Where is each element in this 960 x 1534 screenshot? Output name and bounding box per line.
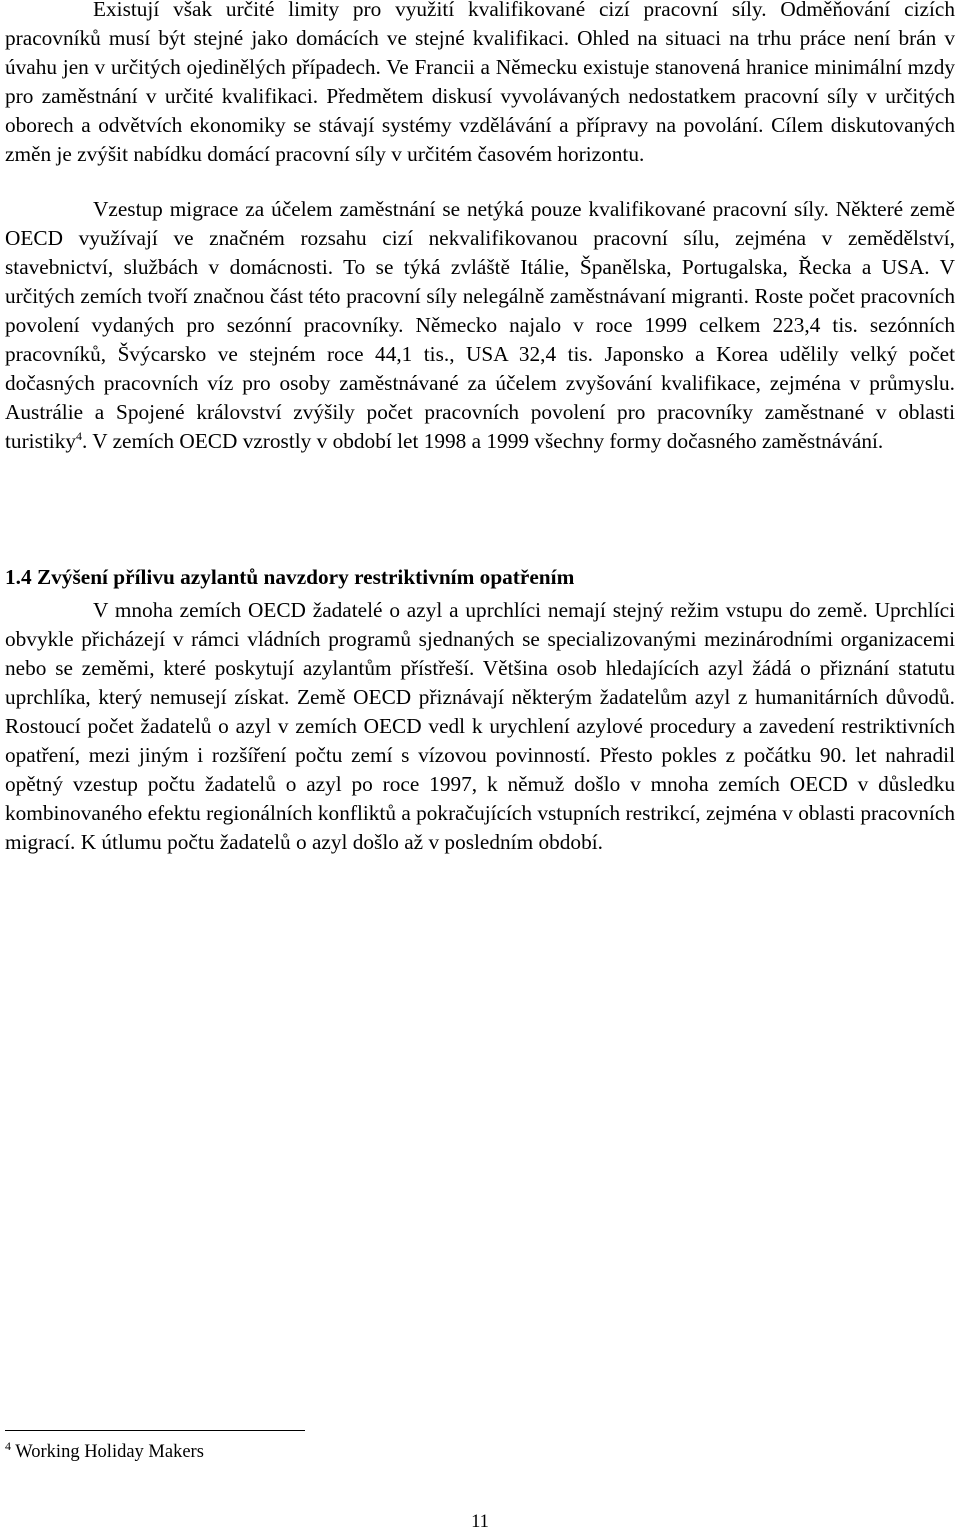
paragraph-text: . V zemích OECD vzrostly v období let 1998 a 1999 všechny formy dočasného zaměstnávání. bbox=[82, 429, 884, 453]
section-heading: 1.4 Zvýšení přílivu azylantů navzdory restriktivním opatřením bbox=[5, 565, 575, 589]
paragraph-qualified-labor-limits: Existují však určité limity pro využití kvalifikované cizí pracovní síly. Odměňování cizích pracovníků musí být stejné jako domácích ve stejné kvalifikaci. Ohled na situaci na trhu práce není brán v úvahu jen v určitých ojedinělých případech. Ve Francii a Německu existuje stanovená hranice minimální mzdy pro zaměstnání v určité kvalifikaci. Předmětem diskusí vyvolávaných nedostatkem pracovní síly v určitých oborech a odvětvích ekonomiky se stávají systémy vzdělávání a přípravy na povolání. Cílem diskutovaných změn je zvýšit nabídku domácí pracovní síly v určitém časovém horizontu. bbox=[5, 0, 955, 166]
footnote-reference[interactable]: 4 bbox=[76, 428, 82, 443]
footnote-number: 4 bbox=[5, 1438, 11, 1453]
paragraph-text: Vzestup migrace za účelem zaměstnání se netýká pouze kvalifikované pracovní síly. Některé země OECD využívají ve značném rozsahu cizí nekvalifikovanou pracovní sílu, zejména v zemědělství, stavebnictví, službách v domácnosti. To se týká zvláště Itálie, Španělska, Portugalska, Řecka a USA. V určitých zemích tvoří značnou část této pracovní síly nelegálně zaměstnávaní migranti. Roste počet pracovních povolení vydaných pro sezónní pracovníky. Německo najalo v roce 1999 celkem 223,4 tis. sezónních pracovníků, Švýcarsko ve stejném roce 44,1 tis., USA 32,4 tis. Japonsko a Korea udělily velký počet dočasných pracovních víz pro osoby zaměstnávané za účelem zvyšování kvalifikace, zejména v průmyslu. Austrálie a Spojené království zvýšily počet pracovních povolení pro pracovníky zaměstnané v oblasti turistiky bbox=[5, 197, 955, 453]
page-number: 11 bbox=[471, 1512, 489, 1532]
paragraph-asylum-seekers: V mnoha zemích OECD žadatelé o azyl a uprchlíci nemají stejný režim vstupu do země. Uprchlíci obvykle přicházejí v rámci vládních programů sjednaných se specializovanými mezinárodními organizacemi nebo se zeměmi, které poskytují azylantům přístřeší. Většina osob hledajících azyl žádá o přiznání statutu uprchlíka, který nemusejí získat. Země OECD přiznávají některým žadatelům azyl z humanitárních důvodů. Rostoucí počet žadatelů o azyl v zemích OECD vedl k urychlení azylové procedury a zavedení restriktivních opatření, mezi jiným i rozšíření počtu zemí s vízovou povinností. Přesto pokles z počátku 90. let nahradil opětný vzestup počtu žadatelů o azyl po roce 1997, k němuž došlo v mnoha zemích OECD v důsledku kombinovaného efektu regionálních konfliktů a pokračujících vstupních restrikcí, zejména v oblasti pracovních migrací. K útlumu počtu žadatelů o azyl došlo až v posledním období. bbox=[5, 598, 955, 854]
footnote bbox=[5, 1440, 204, 1464]
footnote-text: Working Holiday Makers bbox=[11, 1442, 204, 1462]
document-page bbox=[5, 0, 955, 1533]
footnote-divider bbox=[5, 1430, 305, 1431]
paragraph-unqualified-labor bbox=[5, 195, 955, 456]
